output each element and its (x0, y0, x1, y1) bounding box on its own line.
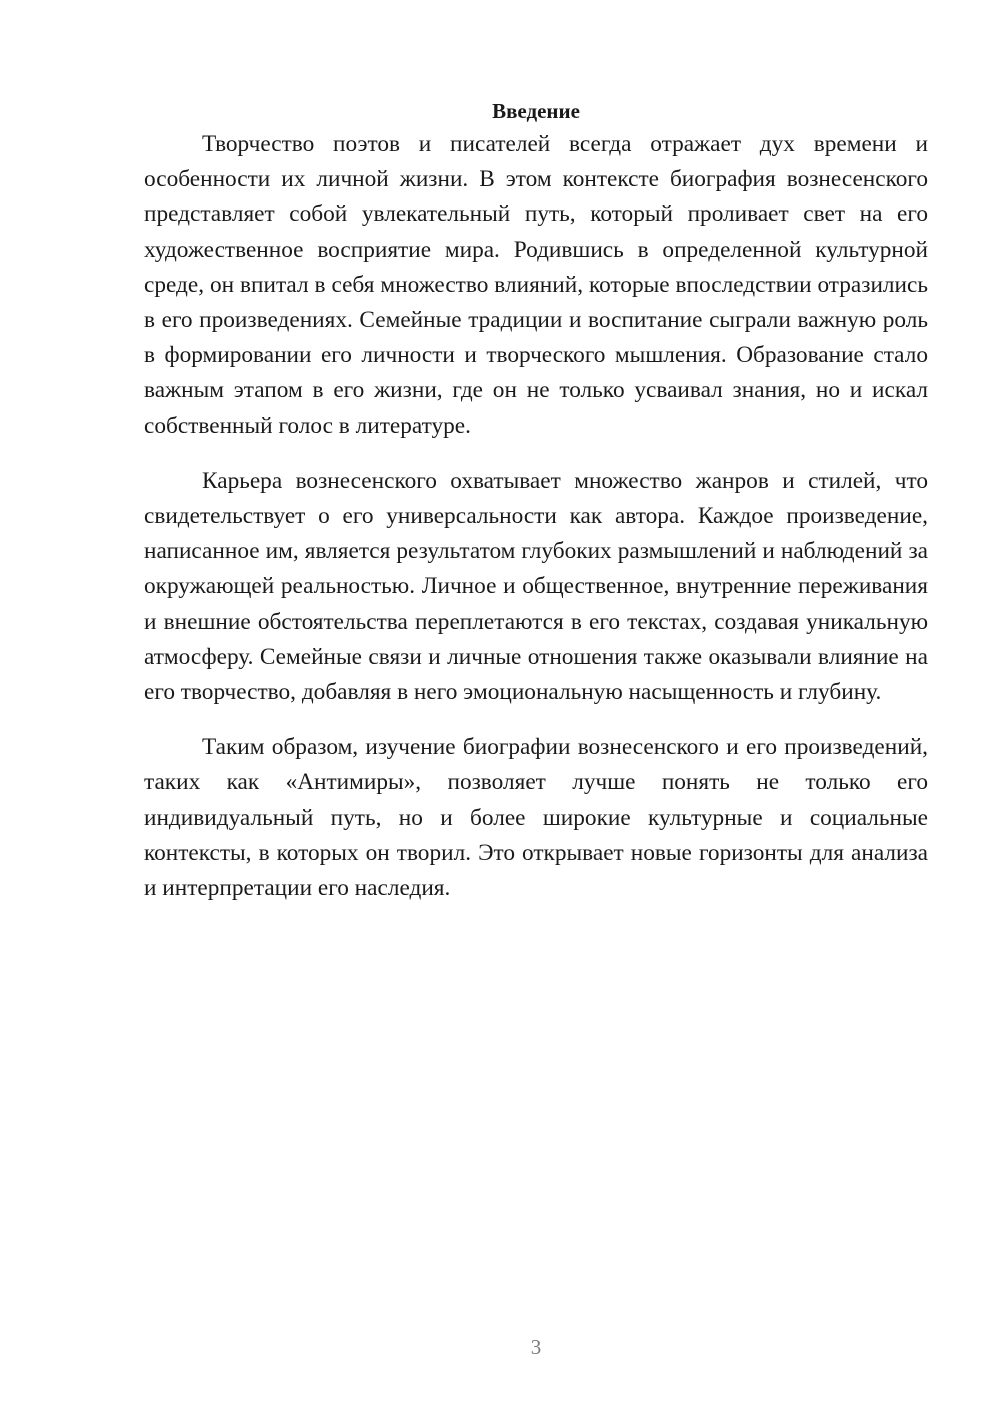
page-content (144, 96, 928, 906)
page-number: 3 (530, 1335, 542, 1359)
paragraph-1: Творчество поэтов и писателей всегда отражает дух времени и особенности их личной жизни. В этом контексте биография вознесенского представляет собой увлекательный путь, который проливает свет на его художественное восприятие мира. Родившись в определенной культурной среде, он впитал в себя множество влияний, которые впоследствии отразились в его произведениях. Семейные традиции и воспитание сыграли важную роль в формировании его личности и творческого мышления. Образование стало важным этапом в его жизни, где он не только усваивал знания, но и искал собственный голос в литературе. (144, 131, 928, 439)
paragraph-2: Карьера вознесенского охватывает множество жанров и стилей, что свидетельствует о его универсальности как автора. Каждое произведение, написанное им, является результатом глубоких размышлений и наблюдений за окружающей реальностью. Личное и общественное, внутренние переживания и внешние обстоятельства переплетаются в его текстах, создавая уникальную атмосферу. Семейные связи и личные отношения также оказывали влияние на его творчество, добавляя в него эмоциональную насыщенность и глубину. (144, 467, 928, 706)
paragraph-3: Таким образом, изучение биографии вознесенского и его произведений, таких как «Антимиры», позволяет лучше понять не только его индивидуальный путь, но и более широкие культурные и социальные контексты, в которых он творил. Это открывает новые горизонты для анализа и интерпретации его наследия. (144, 734, 928, 902)
section-heading: Введение (492, 99, 580, 123)
